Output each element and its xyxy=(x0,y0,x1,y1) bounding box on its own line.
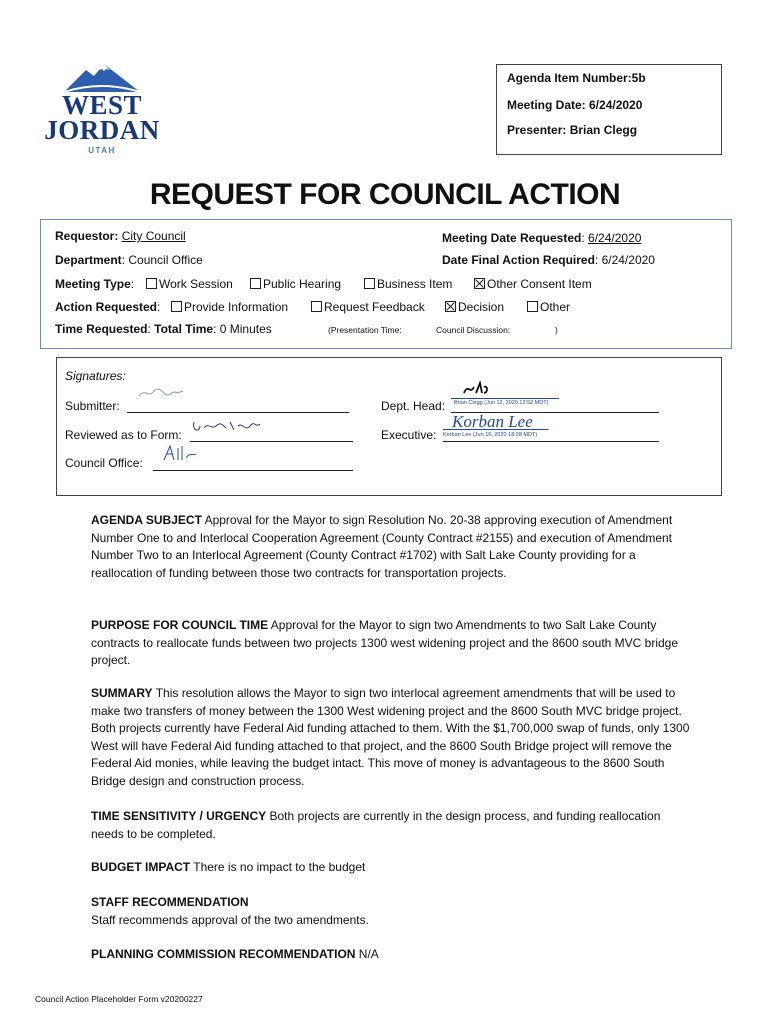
time-sensitivity-section xyxy=(91,808,691,843)
action-option[interactable]: Request Feedback xyxy=(311,300,425,314)
total-time-value: : 0 Minutes xyxy=(213,322,272,336)
summary-section xyxy=(91,685,691,790)
time-sensitivity-heading: TIME SENSITIVITY / URGENCY xyxy=(91,809,267,823)
agenda-subject-heading: AGENDA SUBJECT xyxy=(91,513,202,527)
executive-stamp-line xyxy=(443,429,548,430)
agenda-subject-section xyxy=(91,512,691,582)
department-row xyxy=(55,253,203,267)
requestor-value: City Council xyxy=(121,229,186,243)
checkbox-icon[interactable] xyxy=(146,278,157,289)
submitter-signature xyxy=(137,386,187,400)
meeting-date-requested-label: Meeting Date Requested xyxy=(442,231,582,245)
signatures-box xyxy=(56,357,722,496)
meeting-type-option[interactable]: Work Session xyxy=(146,277,233,291)
checkbox-icon[interactable] xyxy=(311,301,322,312)
action-option[interactable]: Decision xyxy=(445,300,504,314)
checkbox-icon[interactable] xyxy=(527,301,538,312)
council-office-label: Council Office: xyxy=(65,456,143,470)
staff-recommendation-heading: STAFF RECOMMENDATION xyxy=(91,895,249,909)
total-time-label: Total Time xyxy=(154,322,214,336)
submitter-label: Submitter: xyxy=(65,399,120,413)
planning-commission-text: N/A xyxy=(358,947,379,961)
staff-recommendation-section xyxy=(91,894,691,929)
executive-label: Executive: xyxy=(381,428,437,442)
council-office-signature-line[interactable] xyxy=(153,470,353,471)
reviewed-label: Reviewed as to Form: xyxy=(65,428,182,442)
logo-utah: UTAH xyxy=(88,146,116,155)
executive-stamp: Korban Lee (Jun 16, 2020 18:28 MDT) xyxy=(443,432,538,438)
purpose-section xyxy=(91,617,691,670)
meeting-type-option[interactable]: Business Item xyxy=(364,277,452,291)
executive-signature: Korban Lee xyxy=(452,412,533,431)
dept-head-signature xyxy=(462,381,492,397)
agenda-presenter: Presenter: Brian Clegg xyxy=(507,123,638,137)
time-requested-label: Time Requested xyxy=(55,322,148,336)
purpose-text: Approval for the Mayor to sign two Amendments to two Salt Lake County contracts to reallocate funds between two projects 1300 west widening project and the 8600 south MVC bridge project. xyxy=(91,618,679,667)
checked-checkbox-icon[interactable] xyxy=(445,301,456,312)
request-details-box xyxy=(40,219,732,349)
checked-checkbox-icon[interactable] xyxy=(474,278,485,289)
time-requested-row: Time Requested: Total Time: 0 Minutes xyxy=(55,322,272,336)
meeting-type-option[interactable]: Public Hearing xyxy=(250,277,341,291)
meeting-date-requested-row: Meeting Date Requested: 6/24/2020 xyxy=(442,231,642,245)
meeting-date-requested-value: 6/24/2020 xyxy=(588,231,642,245)
staff-recommendation-text: Staff recommends approval of the two amendments. xyxy=(91,912,369,927)
page-title: REQUEST FOR COUNCIL ACTION xyxy=(149,178,621,211)
footer-form-version: Council Action Placeholder Form v20200227 xyxy=(35,994,203,1004)
requestor-row xyxy=(55,229,186,243)
department-value: : Council Office xyxy=(121,253,203,267)
budget-impact-text: There is no impact to the budget xyxy=(193,860,366,874)
checkbox-icon[interactable] xyxy=(250,278,261,289)
action-option[interactable]: Provide Information xyxy=(171,300,288,314)
meeting-type-row: Meeting Type: xyxy=(55,277,135,291)
meeting-type-label: Meeting Type xyxy=(55,277,131,291)
action-requested-row: Action Requested: xyxy=(55,300,161,314)
close-paren: ) xyxy=(555,325,558,335)
checkbox-icon[interactable] xyxy=(364,278,375,289)
reviewed-signature xyxy=(190,418,264,436)
agenda-subject-text: Approval for the Mayor to sign Resolution No. 20-38 approving execution of Amendment Number One to and Interlocal Cooperation Agreement (County Contract #2155) and execution of Amendment Number Two to an Interlocal Agreement (County Contract #1702) with Salt Lake County providing for a reallocation of funding between those two contracts for transportation projects. xyxy=(91,513,673,580)
dept-head-stamp: Brian Clegg (Jun 12, 2020 12:52 MDT) xyxy=(454,400,549,406)
department-label: Department xyxy=(55,253,122,267)
agenda-meeting-date: Meeting Date: 6/24/2020 xyxy=(507,98,643,112)
purpose-heading: PURPOSE FOR COUNCIL TIME xyxy=(91,618,269,632)
summary-heading: SUMMARY xyxy=(91,686,153,700)
date-final-row xyxy=(442,253,655,267)
checkbox-icon[interactable] xyxy=(171,301,182,312)
reviewed-signature-line[interactable] xyxy=(190,441,353,442)
executive-signature-line[interactable] xyxy=(443,441,659,442)
planning-commission-section xyxy=(91,946,691,964)
dept-head-label: Dept. Head: xyxy=(381,399,446,413)
signatures-heading: Signatures: xyxy=(65,369,126,383)
dept-head-stamp-line xyxy=(451,398,559,399)
action-option[interactable]: Other xyxy=(527,300,570,314)
mountain-icon xyxy=(64,60,140,94)
budget-impact-heading: BUDGET IMPACT xyxy=(91,860,191,874)
date-final-value: : 6/24/2020 xyxy=(594,253,655,267)
date-final-label: Date Final Action Required xyxy=(442,253,595,267)
agenda-info-box xyxy=(496,64,722,155)
council-office-signature xyxy=(160,444,200,464)
action-requested-label: Action Requested xyxy=(55,300,158,314)
budget-impact-section xyxy=(91,859,691,877)
planning-commission-heading: PLANNING COMMISSION RECOMMENDATION xyxy=(91,947,356,961)
submitter-signature-line[interactable] xyxy=(127,412,349,413)
west-jordan-logo xyxy=(40,60,164,160)
logo-west: WEST xyxy=(61,90,143,120)
meeting-type-option[interactable]: Other Consent Item xyxy=(474,277,592,291)
council-discussion: Council Discussion: xyxy=(436,325,511,335)
presentation-time: (Presentation Time: xyxy=(328,325,402,335)
time-sensitivity-text: Both projects are currently in the design process, and funding reallocation needs to be completed. xyxy=(91,809,661,841)
requestor-label: Requestor: xyxy=(55,229,119,243)
logo-jordan: JORDAN xyxy=(44,115,160,145)
agenda-item-number: Agenda Item Number:5b xyxy=(507,71,646,85)
summary-text: This resolution allows the Mayor to sign two interlocal agreement amendments that will be used to make two transfers of money between the 1300 West widening project and the 8600 South MVC bridge project. Both projects currently have Federal Aid funding attached to them. With the $1,700,000 swap of funds, only 1300 West will have Federal Aid funding attached to that project, and the 8600 South Bridge project will remove the Federal Aid monies, while leaving the budget intact. This move of money is advantageous to the 8600 South Bridge design and construction process. xyxy=(91,686,690,788)
